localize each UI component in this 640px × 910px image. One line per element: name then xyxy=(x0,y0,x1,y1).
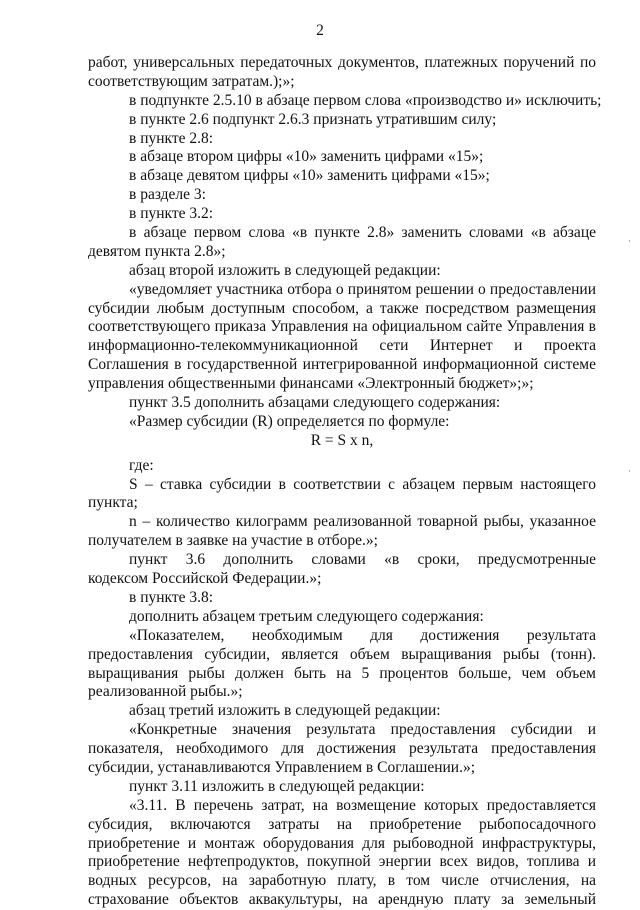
text-line: предоставления субсидии, является объем выращивания рыбы (тонн). xyxy=(88,645,596,663)
page-number: 2 xyxy=(316,22,324,39)
text-line: S – ставка субсидии в соответствии с абзацем первым настоящего xyxy=(129,475,596,493)
margin-mark: · xyxy=(628,466,631,476)
text-line: пункт 3.11 изложить в следующей редакции: xyxy=(129,777,425,795)
text-line: «3.11. В перечень затрат, на возмещение которых предоставляется xyxy=(129,796,596,814)
text-line: в абзаце девятом цифры «10» заменить цифрами «15»; xyxy=(129,167,490,185)
text-line: субсидии, устанавливаются Управлением в Соглашении.»; xyxy=(88,758,476,776)
text-line: пункт 3.6 дополнить словами «в сроки, предусмотренные xyxy=(129,551,596,569)
text-line: пункта; xyxy=(88,494,138,512)
text-line: субсидии любым доступным способом, а также посредством размещения xyxy=(88,299,596,317)
text-line: кодексом Российской Федерации.»; xyxy=(88,570,322,588)
text-line: в пункте 3.8: xyxy=(129,588,214,606)
margin-mark: · xyxy=(628,236,631,246)
text-line: в пункте 2.6 подпункт 2.6.3 признать утратившим силу; xyxy=(129,110,497,128)
text-line: абзац третий изложить в следующей редакции: xyxy=(129,702,441,720)
text-line: соответствующего приказа Управления на официальном сайте Управления в xyxy=(88,318,596,336)
text-line: Соглашения в государственной интегрированной информационной системе xyxy=(88,356,596,374)
text-line: приобретение и монтаж оборудования для рыбоводной инфраструктуры, xyxy=(88,834,596,852)
text-line: R = S x n, xyxy=(310,431,374,449)
text-line: в разделе 3: xyxy=(129,186,206,204)
text-line: работ, универсальных передаточных документов, платежных поручений по xyxy=(88,54,596,71)
text-line: реализованной рыбы.»; xyxy=(88,683,243,701)
text-line: девятом пункта 2.8»; xyxy=(88,242,226,260)
text-line: в абзаце первом слова «в пункте 2.8» заменить словами «в абзаце xyxy=(129,224,596,242)
text-line: получателем в заявке на участие в отборе.»; xyxy=(88,532,378,550)
text-line: информационно-телекоммуникационной сети Интернет и проекта xyxy=(88,337,596,355)
text-line: дополнить абзацем третьим следующего содержания: xyxy=(129,607,484,625)
text-line: в пункте 2.8: xyxy=(129,129,214,147)
text-line: субсидия, включаются затраты на приобретение рыбопосадочного xyxy=(88,815,596,833)
text-line: в абзаце втором цифры «10» заменить цифрами «15»; xyxy=(129,148,484,166)
text-line: страхование объектов аквакультуры, на арендную плату за земельный xyxy=(88,891,596,909)
text-line: выращивания рыбы должен быть на 5 процентов больше, чем объем xyxy=(88,664,596,682)
text-line: водных ресурсов, на заработную плату, в том числе отчисления, на xyxy=(88,872,596,890)
text-line: приобретение нефтепродуктов, покупной энергии всех видов, топлива и xyxy=(88,853,596,871)
text-line: пункт 3.5 дополнить абзацами следующего содержания: xyxy=(129,394,501,412)
text-line: абзац второй изложить в следующей редакции: xyxy=(129,261,441,279)
text-line: в подпункте 2.5.10 в абзаце первом слова «производство и» исключить; xyxy=(129,91,602,109)
text-line: n – количество килограмм реализованной товарной рыбы, указанное xyxy=(129,513,596,531)
text-line: «уведомляет участника отбора о принятом решении о предоставлении xyxy=(129,280,596,298)
document-body xyxy=(88,54,602,910)
text-line: «Размер субсидии (R) определяется по формуле: xyxy=(129,412,450,430)
text-line: соответствующим затратам.);»; xyxy=(88,72,295,90)
text-line: показателя, необходимого для достижения результата предоставления xyxy=(88,740,596,758)
text-line: где: xyxy=(129,456,154,474)
text-line: управления общественными финансами «Электронный бюджет»;»; xyxy=(88,375,534,393)
text-line: «Конкретные значения результата предоставления субсидии и xyxy=(129,721,596,739)
text-line: «Показателем, необходимым для достижения результата xyxy=(129,626,596,644)
text-line: в пункте 3.2: xyxy=(129,205,214,223)
